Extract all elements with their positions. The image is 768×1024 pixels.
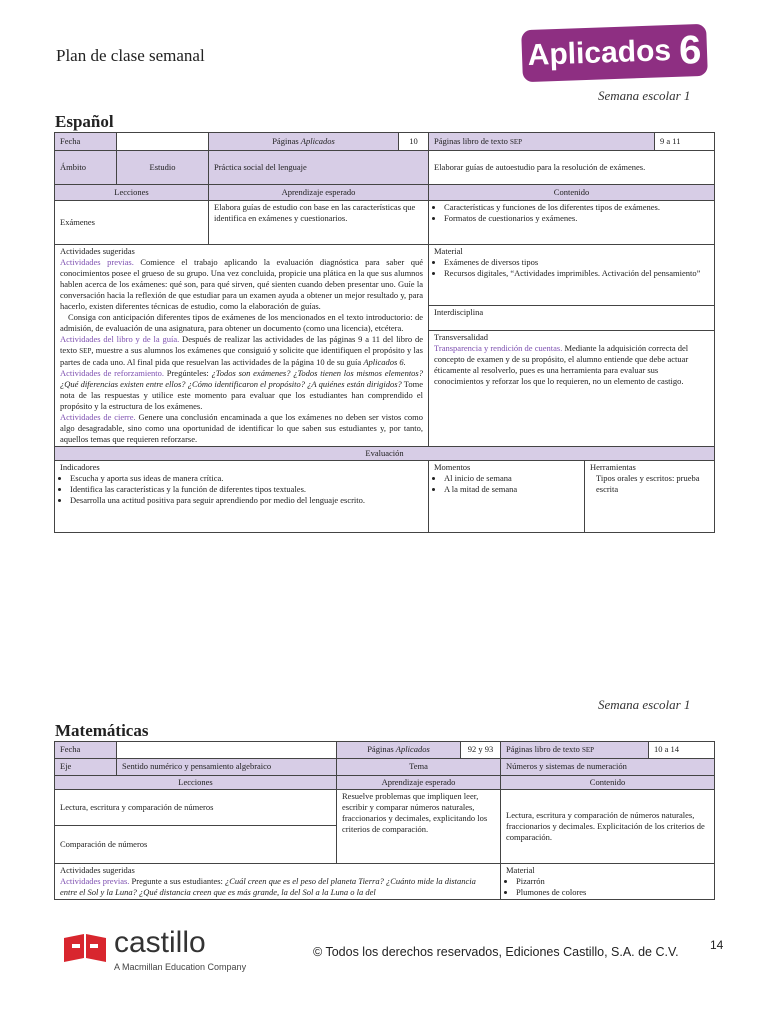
contenido-cell bbox=[429, 201, 715, 245]
paginas-libro-value: 10 a 14 bbox=[649, 742, 715, 759]
logo-number: 6 bbox=[678, 27, 703, 73]
herramientas-label: Herramientas bbox=[590, 461, 636, 472]
week-label: Semana escolar 1 bbox=[598, 88, 691, 103]
practica-value: Elaborar guías de autoestudio para la resolución de exámenes. bbox=[429, 151, 715, 185]
material-item: • Pizarrón bbox=[516, 876, 709, 887]
actividades-label: Actividades sugeridas bbox=[60, 246, 135, 256]
aprendizaje-header: Aprendizaje esperado bbox=[209, 185, 429, 201]
paginas-aplicados-value: 92 y 93 bbox=[461, 742, 501, 759]
momento-item: • A la mitad de semana bbox=[444, 484, 579, 495]
castillo-brand: castillo bbox=[114, 926, 206, 959]
material-label: Material bbox=[434, 246, 463, 256]
paginas-libro-label: Páginas libro de texto SEP bbox=[501, 742, 649, 759]
transversalidad-label: Transversalidad bbox=[434, 332, 488, 342]
tema-label: Tema bbox=[337, 759, 501, 776]
contenido-header: Contenido bbox=[501, 776, 715, 790]
momentos-label: Momentos bbox=[434, 461, 471, 472]
aprendizaje-cell: Elabora guías de estudio con base en las características que identifica en exámenes y cuestionarios. bbox=[209, 201, 429, 245]
herramientas-cell bbox=[585, 460, 715, 532]
material-item: • Exámenes de diversos tipos bbox=[444, 257, 709, 268]
herramientas-text: Tipos orales y escritos: prueba escrita bbox=[596, 472, 700, 495]
material-cell bbox=[501, 864, 715, 900]
fecha-value[interactable] bbox=[117, 133, 209, 151]
indicador-item: • Identifica las características y la función de diferentes tipos textuales. bbox=[70, 484, 423, 495]
actividades-libro: Actividades del libro y de la guía. Después de realizar las actividades de las páginas 9 a 11 del libro de texto SEP, muestre a sus alumnos los exámenes que consiguió y solicite que identifiquen el propósito y las partes de cada uno. Al final pida que resuelvan las actividades de la página 10 de su guía Aplicados 6. bbox=[60, 334, 423, 367]
leccion-cell: Exámenes bbox=[55, 201, 209, 245]
momento-item: • Al inicio de semana bbox=[444, 473, 579, 484]
transversalidad-cell bbox=[429, 331, 715, 447]
fecha-label: Fecha bbox=[55, 742, 117, 759]
lecciones-header: Lecciones bbox=[55, 185, 209, 201]
matematicas-plan-table bbox=[54, 741, 715, 900]
indicadores-label: Indicadores bbox=[60, 461, 100, 472]
ambito-label: Ámbito bbox=[55, 151, 117, 185]
actividades-previas: Actividades previas. Comience el trabajo aplicando la evaluación diagnóstica para saber qué conocimientos posee el grueso de su grupo. Una vez concluida, propicie una plática en la que sus alumnos hablen acerca de los exámenes: qué son, para qué sirven, qué sienten cuando deben presentar uno. Guíe la conversación hacia la reflexión de que estudiar para un examen ayuda a obtener un mejor resultado y, para hacerlo, existen diferentes técnicas de estudio, como la elaboración de guías. bbox=[60, 257, 423, 312]
page-title: Plan de clase semanal bbox=[56, 46, 205, 65]
tema-value: Números y sistemas de numeración bbox=[501, 759, 715, 776]
practica-label: Práctica social del lenguaje bbox=[209, 151, 429, 185]
indicador-item: • Escucha y aporta sus ideas de manera crítica. bbox=[70, 473, 423, 484]
indicadores-cell bbox=[55, 460, 429, 532]
actividades-cierre: Actividades de cierre. Genere una conclusión encaminada a que los exámenes no deben ser vistos como algo desagradable, sino como una oportunidad de identificar lo que saben sus estudiantes y, por tanto, aquellos temas que requieren reforzarse. bbox=[60, 411, 423, 444]
contenido-cell: Lectura, escritura y comparación de números naturales, fraccionarios y decimales. Explicitación de los criterios de comparación. bbox=[501, 790, 715, 864]
castillo-book-icon bbox=[62, 932, 108, 962]
fecha-value[interactable] bbox=[117, 742, 337, 759]
copyright: © Todos los derechos reservados, Ediciones Castillo, S.A. de C.V. bbox=[313, 945, 679, 959]
castillo-tagline: A Macmillan Education Company bbox=[114, 962, 247, 972]
paginas-aplicados-value: 10 bbox=[399, 133, 429, 151]
actividades-cell bbox=[55, 245, 429, 447]
leccion-cell: Comparación de números bbox=[55, 826, 337, 864]
fecha-label: Fecha bbox=[55, 133, 117, 151]
contenido-item: • Características y funciones de los diferentes tipos de exámenes. bbox=[444, 202, 709, 213]
eje-value: Sentido numérico y pensamiento algebraico bbox=[117, 759, 337, 776]
momentos-cell bbox=[429, 460, 585, 532]
aprendizaje-cell: Resuelve problemas que impliquen leer, escribir y comparar números naturales, fraccionarios y decimales, explicitando los criterios de comparación. bbox=[337, 790, 501, 864]
contenido-item: • Formatos de cuestionarios y exámenes. bbox=[444, 213, 709, 224]
ambito-value: Estudio bbox=[117, 151, 209, 185]
page-number: 14 bbox=[710, 938, 724, 952]
actividades-refuerzo: Actividades de reforzamiento. Pregúnteles: ¿Todos son exámenes? ¿Todos tienen los mismos elementos? ¿Qué diferencias existen entre ellos? ¿Cómo identificaron el propósito? ¿A quiénes están dirigidos? Tome nota de las respuestas y utilice este momento para evaluar que los estudiantes han comprendido el propósito y la estructura de los exámenes. bbox=[60, 367, 423, 411]
actividades-previas-2: Consiga con anticipación diferentes tipos de exámenes de los mencionados en el texto introductorio: de admisión, de evaluación de una asignatura, para obtener un documento (como una licencia), etcétera. bbox=[60, 312, 423, 334]
actividades-cell bbox=[55, 864, 501, 900]
actividades-previas: Actividades previas. Pregunte a sus estudiantes: ¿Cuál creen que es el peso del planeta Tierra? ¿Cuánto mide la distancia entre el Sol y la Luna? ¿Qué distancia creen que es más grande, la del Sol a la Luna o la del bbox=[60, 876, 476, 898]
interdisciplina-cell: Interdisciplina bbox=[429, 306, 715, 331]
contenido-header: Contenido bbox=[429, 185, 715, 201]
espanol-plan-table bbox=[54, 132, 715, 533]
material-label: Material bbox=[506, 865, 535, 876]
paginas-aplicados-label: Páginas Aplicados bbox=[209, 133, 399, 151]
material-item: • Plumones de colores bbox=[516, 887, 709, 898]
actividades-label: Actividades sugeridas bbox=[60, 865, 135, 876]
aprendizaje-header: Aprendizaje esperado bbox=[337, 776, 501, 790]
evaluacion-header: Evaluación bbox=[55, 446, 715, 460]
paginas-libro-label: Páginas libro de texto SEP bbox=[429, 133, 655, 151]
paginas-aplicados-label: Páginas Aplicados bbox=[337, 742, 461, 759]
logo-text: Aplicados bbox=[527, 34, 672, 73]
material-item: • Recursos digitales, “Actividades imprimibles. Activación del pensamiento” bbox=[444, 268, 709, 279]
eje-label: Eje bbox=[55, 759, 117, 776]
transversalidad-text: Transparencia y rendición de cuentas. Mediante la adquisición correcta del concepto de examen y de su propósito, el alumno entiende que debe actuar éticamente al resolverlo, pues es una herramienta para evaluar sus conocimientos y reforzar los que lo requieren, no un elemento de castigo. bbox=[434, 343, 689, 387]
aplicados-logo bbox=[521, 24, 708, 82]
week-label-2: Semana escolar 1 bbox=[598, 697, 691, 712]
lecciones-header: Lecciones bbox=[55, 776, 337, 790]
leccion-cell: Lectura, escritura y comparación de números bbox=[55, 790, 337, 826]
indicador-item: • Desarrolla una actitud positiva para seguir aprendiendo por medio del lenguaje escrito. bbox=[70, 495, 423, 506]
subject-espanol: Español bbox=[55, 112, 114, 131]
material-cell bbox=[429, 245, 715, 306]
paginas-libro-value: 9 a 11 bbox=[655, 133, 715, 151]
subject-matematicas: Matemáticas bbox=[55, 721, 149, 740]
